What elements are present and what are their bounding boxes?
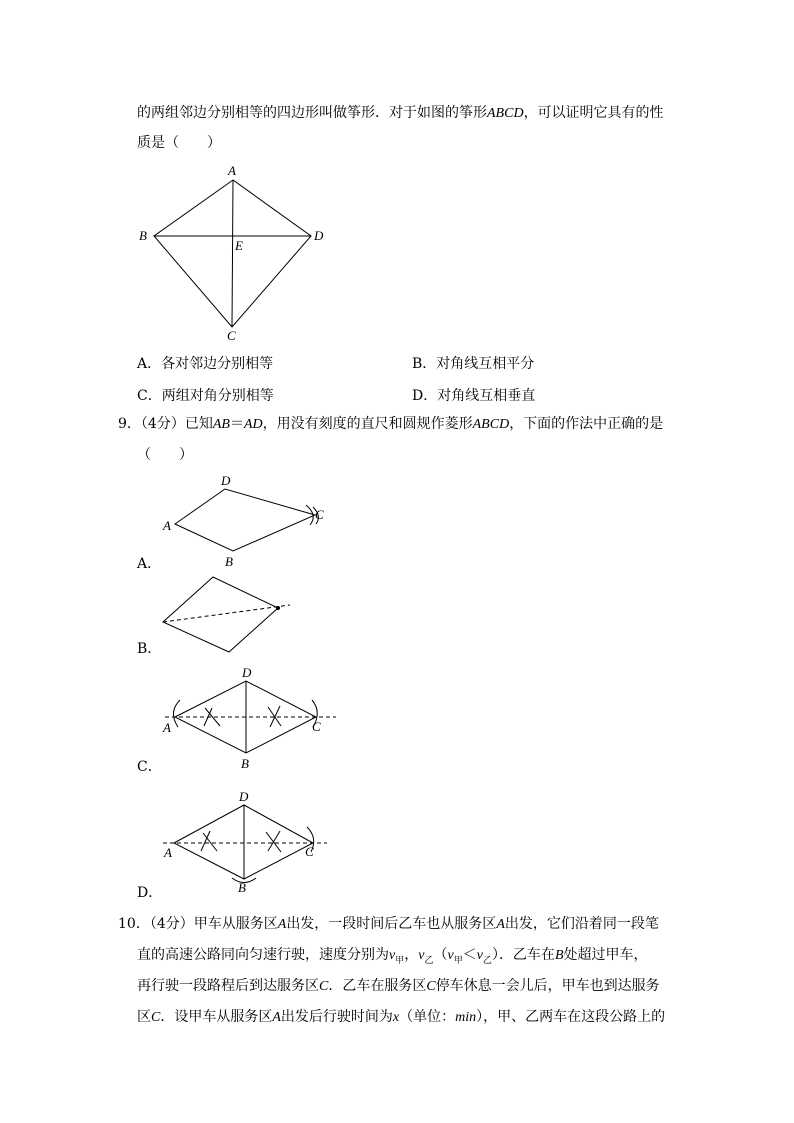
q9d-label-b: B — [238, 880, 246, 895]
q9-figure-a — [175, 489, 318, 551]
q9d-label-c: C — [305, 844, 314, 859]
label-e: E — [235, 238, 243, 253]
label-d: D — [314, 228, 324, 243]
q9-option-a[interactable]: A． — [137, 556, 162, 572]
q8-option-c[interactable]: C．两组对角分别相等 — [137, 388, 274, 404]
q9d-label-a: A — [164, 845, 172, 860]
q9c-label-a: A — [163, 720, 171, 735]
q9a-label-b: B — [225, 554, 233, 569]
q9b-point — [276, 606, 280, 610]
q9-stem-line2: （ ） — [137, 447, 193, 463]
q9c-label-b: B — [241, 756, 249, 771]
q10-stem-line1: 10．（4分）甲车从服务区A出发，一段时间后乙车也从服务区A出发，它们沿着同一段笔 — [118, 916, 659, 932]
q8-option-b[interactable]: B．对角线互相平分 — [412, 356, 535, 372]
q9c-label-c: C — [312, 719, 321, 734]
q10-stem-line3: 再行驶一段路程后到达服务区C．乙车在服务区C停车休息一会儿后，甲车也到达服务 — [137, 978, 660, 994]
q10-stem-line2: 直的高速公路同向匀速行驶，速度分别为$v_甲$，$v_乙(v_甲<v_乙)$．乙车在B处超过甲车， — [137, 947, 648, 966]
q8-option-d[interactable]: D．对角线互相垂直 — [412, 388, 536, 404]
label-a: A — [228, 163, 236, 178]
q9a-label-a: A — [163, 518, 171, 533]
q9a-label-c: C — [315, 507, 324, 522]
q9-option-b[interactable]: B． — [137, 641, 162, 657]
label-c: C — [227, 328, 236, 343]
q9-figure-d — [163, 805, 327, 883]
q8-option-a[interactable]: A．各对邻边分别相等 — [137, 356, 274, 372]
label-b: B — [139, 228, 147, 243]
q10-stem-line4: 区C．设甲车从服务区A出发后行驶时间为x（单位：min），甲、乙两车在这段公路上的 — [137, 1009, 666, 1025]
q9-stem-line1: 9．（4分）已知AB＝AD，用没有刻度的直尺和圆规作菱形ABCD，下面的作法中正确的是 — [118, 416, 664, 432]
q9-figure-b — [163, 577, 290, 652]
q9c-label-d: D — [242, 665, 252, 680]
q9a-label-d: D — [221, 473, 231, 488]
q8-stem-line2: 质是（ ） — [137, 135, 221, 151]
q9-option-c[interactable]: C． — [137, 759, 162, 775]
q9-option-d[interactable]: D． — [137, 885, 163, 901]
q9d-label-d: D — [239, 789, 249, 804]
q9-figure-c — [165, 681, 336, 753]
q8-stem-line1: 的两组邻边分别相等的四边形叫做筝形．对于如图的筝形ABCD，可以证明它具有的性 — [137, 105, 664, 121]
